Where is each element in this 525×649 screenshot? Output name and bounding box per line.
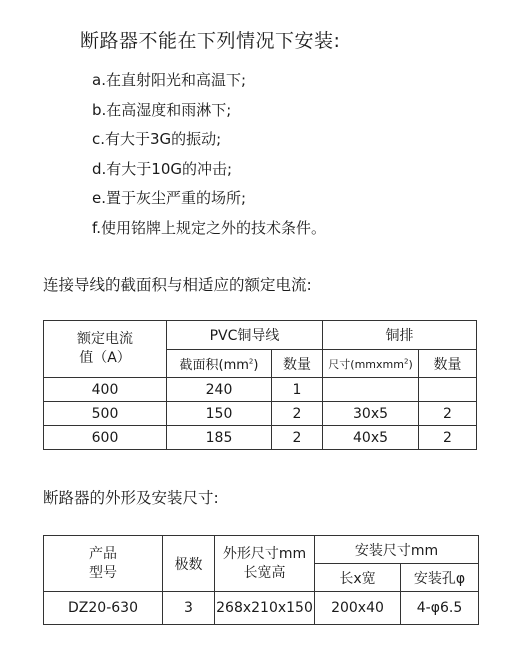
cell-model: DZ20-630 <box>44 592 163 625</box>
page-title: 断路器不能在下列情况下安装: <box>80 30 341 52</box>
cell-area: 185 <box>167 426 272 450</box>
cell-area: 240 <box>167 378 272 402</box>
dimensions-table <box>43 535 479 625</box>
condition-item: e.置于灰尘严重的场所; <box>92 189 247 207</box>
header-product-model: 产品 型号 <box>44 536 163 592</box>
header-rated-current: 额定电流 值（A） <box>44 321 167 378</box>
section-heading-dimensions: 断路器的外形及安装尺寸: <box>43 489 219 507</box>
cell-size: 30x5 <box>323 402 419 426</box>
cell-dims: 268x210x150 <box>215 592 315 625</box>
header-area: 截面积$(mm^2)$ <box>167 350 272 378</box>
header-outline-dims: 外形尺寸mm 长宽高 <box>215 536 315 592</box>
cell-rated: 500 <box>44 402 167 426</box>
header-poles: 极数 <box>163 536 215 592</box>
cell-qty: 2 <box>419 402 477 426</box>
header-copper-bar: 铜排 <box>323 321 477 350</box>
condition-list <box>92 66 326 243</box>
wire-current-table <box>43 320 477 450</box>
header-size: 尺寸(mmxmm$^2$) <box>323 350 419 378</box>
table-row <box>44 426 477 450</box>
cell-qty <box>419 378 477 402</box>
cell-qty: 2 <box>272 426 323 450</box>
header-qty: 数量 <box>272 350 323 378</box>
table-row <box>44 378 477 402</box>
condition-item: d.有大于10G的冲击; <box>92 159 233 178</box>
header-install-dims: 安装尺寸mm <box>315 536 479 564</box>
condition-item: f.使用铭牌上规定之外的技术条件。 <box>92 218 326 237</box>
section-heading-wire: 连接导线的截面积与相适应的额定电流: <box>43 276 312 294</box>
cell-rated: 600 <box>44 426 167 450</box>
cell-area: 150 <box>167 402 272 426</box>
table-row <box>44 402 477 426</box>
cell-poles: 3 <box>163 592 215 625</box>
cell-size <box>323 378 419 402</box>
cell-size: 40x5 <box>323 426 419 450</box>
cell-rated: 400 <box>44 378 167 402</box>
cell-lw: 200x40 <box>315 592 401 625</box>
table-row <box>44 592 479 625</box>
cell-qty: 2 <box>419 426 477 450</box>
header-qty: 数量 <box>419 350 477 378</box>
cell-qty: 2 <box>272 402 323 426</box>
header-mount-hole: 安装孔φ <box>401 564 479 592</box>
cell-qty: 1 <box>272 378 323 402</box>
condition-item: a.在直射阳光和高温下; <box>92 71 247 89</box>
header-length-width: 长x宽 <box>315 564 401 592</box>
header-pvc-wire: PVC铜导线 <box>167 321 323 350</box>
condition-item: c.有大于3G的振动; <box>92 130 222 148</box>
cell-hole: 4-φ6.5 <box>401 592 479 625</box>
condition-item: b.在高湿度和雨淋下; <box>92 100 232 119</box>
